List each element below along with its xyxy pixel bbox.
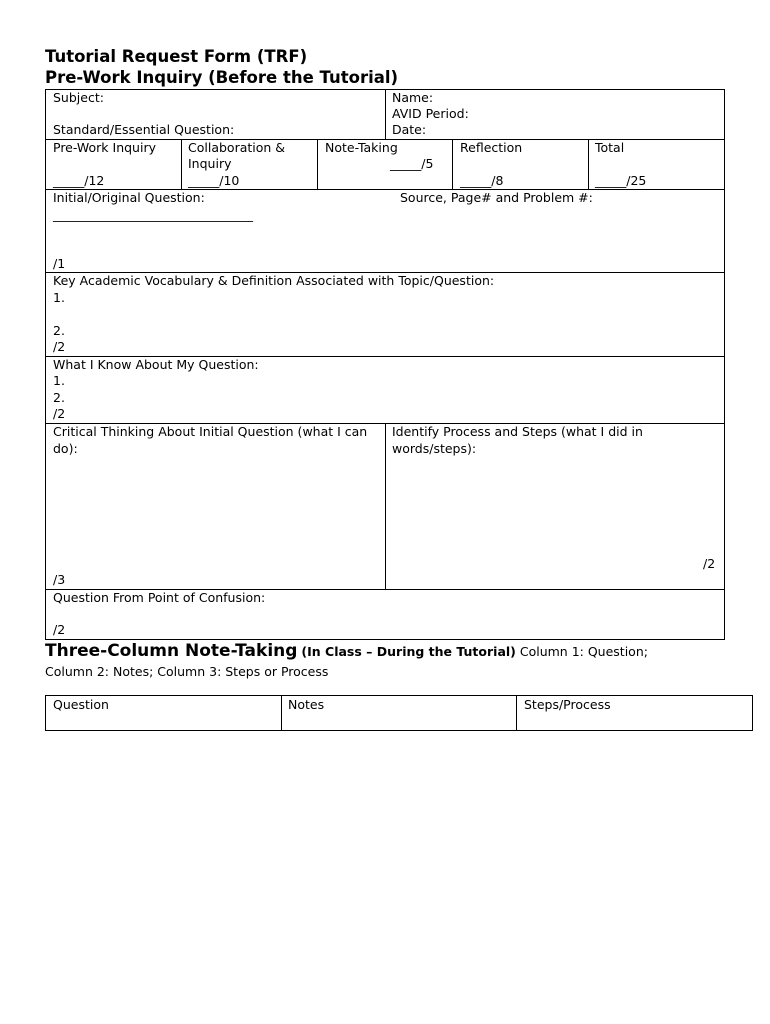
score-label-total: Total <box>595 140 625 155</box>
column-divider <box>588 139 589 189</box>
column-divider <box>385 423 386 589</box>
avid-period-label: AVID Period: <box>392 106 469 121</box>
vocab-item-1: 1. <box>53 290 65 305</box>
column-header-notes: Notes <box>288 697 325 712</box>
date-label: Date: <box>392 122 427 137</box>
initial-question-blank: ________________________________ <box>53 207 253 222</box>
name-label: Name: <box>392 90 434 105</box>
confusion-label: Question From Point of Confusion: <box>53 590 266 605</box>
know-score: /2 <box>53 406 66 421</box>
know-item-2: 2. <box>53 390 65 405</box>
form-title: Tutorial Request Form (TRF) <box>45 47 308 66</box>
confusion-score: /2 <box>53 622 66 637</box>
score-value-note-taking: _____/5 <box>390 156 434 171</box>
score-value-total: _____/25 <box>595 173 647 188</box>
note-taking-subtitle: (In Class – During the Tutorial) <box>301 644 516 659</box>
column-divider <box>385 89 386 139</box>
column-divider <box>181 139 182 189</box>
three-column-table <box>45 695 753 731</box>
subject-label: Subject: <box>53 90 104 105</box>
column-divider <box>452 139 453 189</box>
initial-question-label: Initial/Original Question: <box>53 190 205 205</box>
column-divider <box>516 695 517 731</box>
note-taking-heading <box>45 641 648 662</box>
column-header-question: Question <box>53 697 109 712</box>
critical-thinking-label: Critical Thinking About Initial Question (what I can do): <box>53 424 368 456</box>
initial-question-score: /1 <box>53 256 66 271</box>
score-label-pre-work: Pre-Work Inquiry <box>53 140 156 155</box>
column-divider <box>317 139 318 189</box>
score-label-collaboration: Collaboration & <box>188 140 286 155</box>
form-subtitle: Pre-Work Inquiry (Before the Tutorial) <box>45 68 399 87</box>
vocab-label: Key Academic Vocabulary & Definition Associated with Topic/Question: <box>53 273 495 288</box>
note-taking-column-1-desc: Column 1: Question; <box>515 644 648 659</box>
column-header-steps: Steps/Process <box>524 697 611 712</box>
process-steps-score: /2 <box>703 556 716 571</box>
vocab-score: /2 <box>53 339 66 354</box>
note-taking-title: Three-Column Note-Taking <box>45 641 298 661</box>
note-taking-columns-desc: Column 2: Notes; Column 3: Steps or Process <box>45 664 329 679</box>
vocab-item-2: 2. <box>53 323 65 338</box>
score-value-collaboration: _____/10 <box>188 173 240 188</box>
source-label: Source, Page# and Problem #: <box>400 190 593 205</box>
column-divider <box>281 695 282 731</box>
critical-thinking-score: /3 <box>53 572 66 587</box>
standard-question-label: Standard/Essential Question: <box>53 122 235 137</box>
score-value-pre-work: _____/12 <box>53 173 105 188</box>
score-value-reflection: _____/8 <box>460 173 504 188</box>
know-item-1: 1. <box>53 373 65 388</box>
score-label-collaboration-2: Inquiry <box>188 156 232 171</box>
score-label-reflection: Reflection <box>460 140 523 155</box>
know-label: What I Know About My Question: <box>53 357 259 372</box>
score-label-note-taking: Note-Taking <box>325 140 398 155</box>
process-steps-label: Identify Process and Steps (what I did in words/steps): <box>392 424 643 456</box>
